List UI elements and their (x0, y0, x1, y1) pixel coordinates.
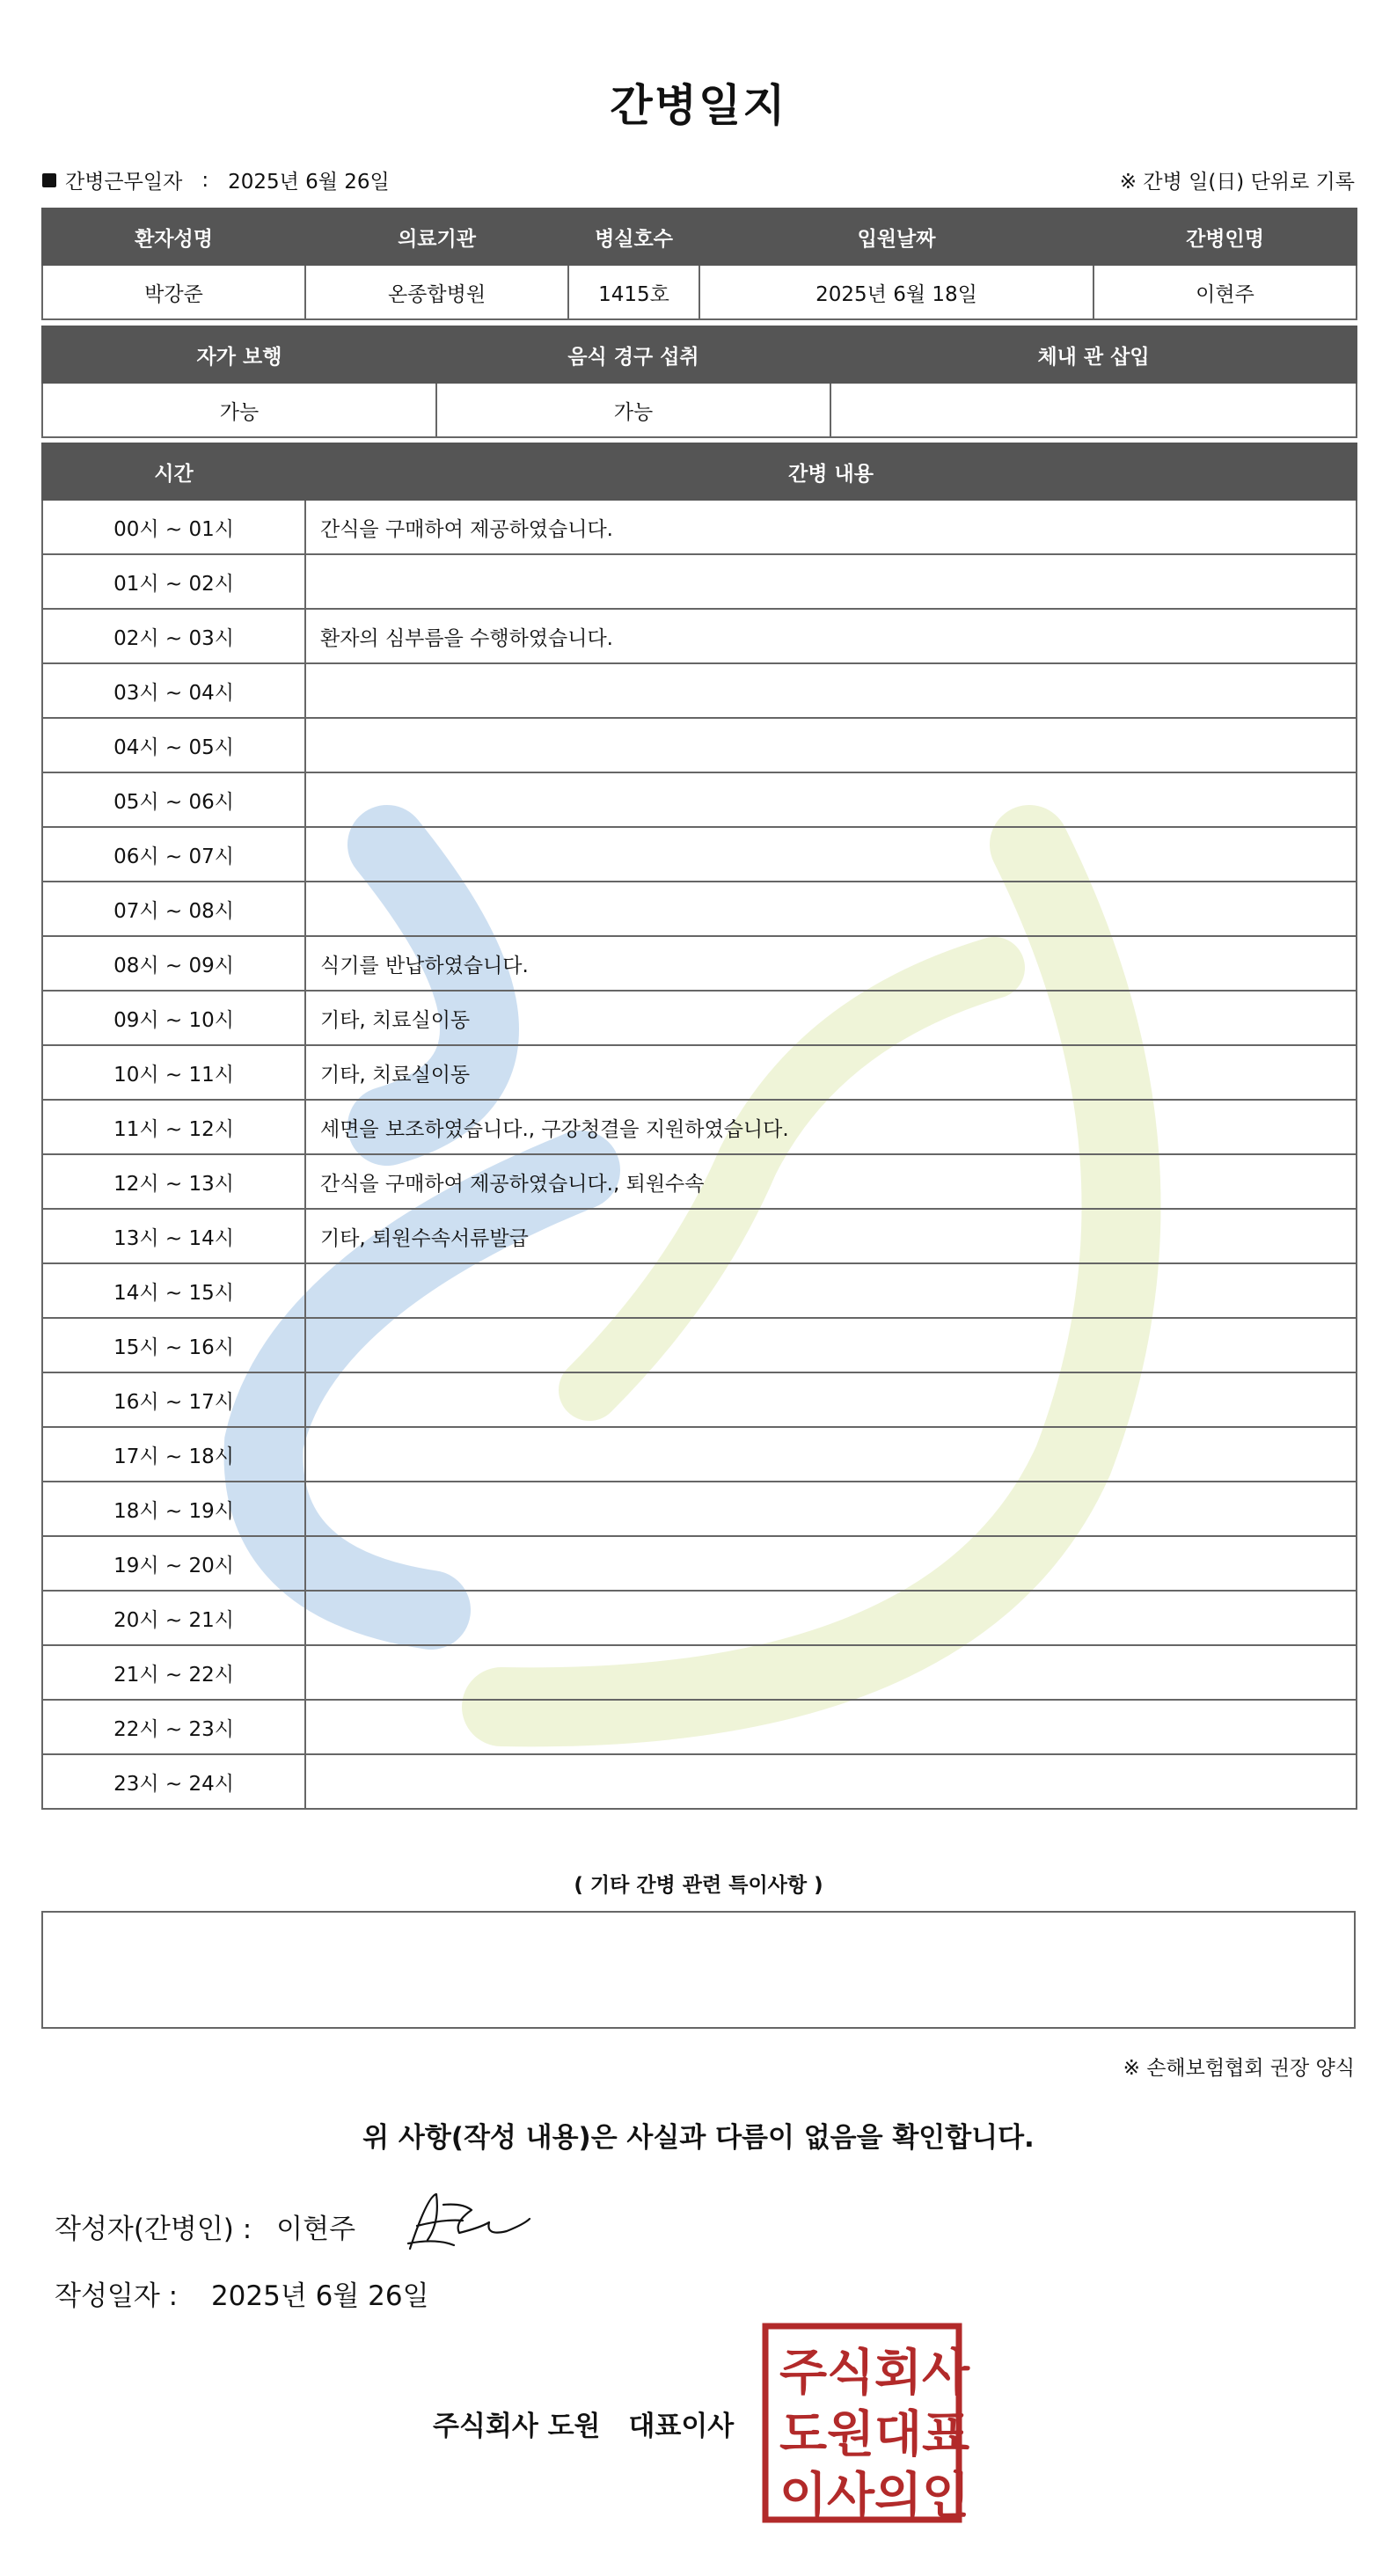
time-cell: 20시 ~ 21시 (42, 1591, 305, 1645)
care-content-cell: 기타, 퇴원수속서류발급 (305, 1209, 1357, 1263)
company-name: 주식회사 도원 (433, 2411, 601, 2442)
time-cell: 07시 ~ 08시 (42, 882, 305, 936)
seal-character: 원 (826, 2406, 875, 2463)
table-row (42, 1536, 1357, 1591)
table-row (42, 1482, 1357, 1536)
care-content-cell (305, 772, 1357, 827)
table-row (42, 936, 1357, 991)
header-room: 병실호수 (568, 209, 699, 265)
seal-character: 도 (779, 2406, 828, 2463)
time-cell: 01시 ~ 02시 (42, 554, 305, 609)
written-date-label: 작성일자 : (55, 2280, 179, 2312)
signature-icon (401, 2187, 533, 2258)
table-row (42, 1645, 1357, 1700)
admission-date: 2025년 6월 18일 (699, 265, 1093, 319)
bullet-square-icon (42, 173, 56, 187)
care-content-cell: 간식을 구매하여 제공하였습니다., 퇴원수속 (305, 1154, 1357, 1209)
page-title: 간병일지 (610, 80, 787, 131)
header-hospital: 의료기관 (305, 209, 568, 265)
oral-intake-value: 가능 (436, 383, 830, 437)
care-content-cell: 기타, 치료실이동 (305, 1045, 1357, 1100)
seal-character: 식 (826, 2345, 875, 2402)
care-log-table (41, 443, 1357, 1810)
table-row (42, 1100, 1357, 1154)
table-row (42, 1372, 1357, 1427)
header-oral-intake: 음식 경구 섭취 (436, 326, 830, 383)
room-number: 1415호 (568, 265, 699, 319)
header-admission-date: 입원날짜 (699, 209, 1093, 265)
care-content-cell: 기타, 치료실이동 (305, 991, 1357, 1045)
time-cell: 15시 ~ 16시 (42, 1318, 305, 1372)
writer-row (55, 2206, 355, 2246)
table-row (42, 554, 1357, 609)
company-signature-row (433, 2404, 734, 2443)
time-cell: 00시 ~ 01시 (42, 500, 305, 554)
header-tube-insertion: 체내 관 삽입 (830, 326, 1357, 383)
table-row (42, 500, 1357, 554)
company-rep-title: 대표이사 (628, 2411, 735, 2442)
table-row (42, 1209, 1357, 1263)
time-cell: 16시 ~ 17시 (42, 1372, 305, 1427)
tube-insertion-value (830, 383, 1357, 437)
table-row (42, 663, 1357, 718)
care-content-cell: 환자의 심부름을 수행하였습니다. (305, 609, 1357, 663)
table-row (42, 609, 1357, 663)
care-content-cell: 세면을 보조하였습니다., 구강청결을 지원하였습니다. (305, 1100, 1357, 1154)
work-date-row (42, 165, 390, 194)
writer-label: 작성자(간병인) : (55, 2214, 252, 2245)
time-cell: 02시 ~ 03시 (42, 609, 305, 663)
seal-character: 회 (874, 2345, 923, 2402)
time-cell: 13시 ~ 14시 (42, 1209, 305, 1263)
confirmation-statement: 위 사항(작성 내용)은 사실과 다름이 없음을 확인합니다. (362, 2122, 1035, 2154)
seal-character: 대 (874, 2406, 923, 2463)
recommended-form-note: ※ 손해보험협회 권장 양식 (1123, 2057, 1355, 2080)
work-date-colon: : (201, 168, 209, 192)
time-cell: 21시 ~ 22시 (42, 1645, 305, 1700)
table-row (42, 1154, 1357, 1209)
table-row (42, 1700, 1357, 1754)
table-row (42, 1591, 1357, 1645)
time-cell: 03시 ~ 04시 (42, 663, 305, 718)
time-cell: 22시 ~ 23시 (42, 1700, 305, 1754)
table-row (42, 772, 1357, 827)
care-content-cell (305, 663, 1357, 718)
table-row (42, 1318, 1357, 1372)
header-care-content: 간병 내용 (305, 443, 1357, 500)
caregiver-name: 이현주 (1093, 265, 1357, 319)
time-cell: 18시 ~ 19시 (42, 1482, 305, 1536)
hospital-name: 온종합병원 (305, 265, 568, 319)
time-cell: 09시 ~ 10시 (42, 991, 305, 1045)
time-cell: 14시 ~ 15시 (42, 1263, 305, 1318)
table-row (42, 882, 1357, 936)
time-cell: 06시 ~ 07시 (42, 827, 305, 882)
work-date-label: 간병근무일자 (65, 171, 183, 194)
time-cell: 12시 ~ 13시 (42, 1154, 305, 1209)
care-content-cell: 간식을 구매하여 제공하였습니다. (305, 500, 1357, 554)
time-cell: 05시 ~ 06시 (42, 772, 305, 827)
care-content-cell (305, 1591, 1357, 1645)
time-cell: 17시 ~ 18시 (42, 1427, 305, 1482)
table-row (42, 1754, 1357, 1809)
time-cell: 11시 ~ 12시 (42, 1100, 305, 1154)
header-caregiver-name: 간병인명 (1093, 209, 1357, 265)
care-content-cell (305, 1427, 1357, 1482)
seal-character: 표 (921, 2406, 970, 2463)
work-date-value: 2025년 6월 26일 (228, 171, 390, 194)
header-patient-name: 환자성명 (42, 209, 305, 265)
time-cell: 10시 ~ 11시 (42, 1045, 305, 1100)
care-content-cell (305, 1482, 1357, 1536)
table-row (42, 718, 1357, 772)
time-cell: 23시 ~ 24시 (42, 1754, 305, 1809)
table-row (42, 1263, 1357, 1318)
time-cell: 04시 ~ 05시 (42, 718, 305, 772)
special-notes-title: ( 기타 간병 관련 특이사항 ) (574, 1874, 823, 1897)
seal-character: 주 (779, 2345, 828, 2402)
care-content-cell (305, 1372, 1357, 1427)
care-content-cell (305, 827, 1357, 882)
table-row (42, 827, 1357, 882)
care-content-cell (305, 1263, 1357, 1318)
care-content-cell (305, 554, 1357, 609)
seal-character: 인 (921, 2468, 970, 2525)
header-time: 시간 (42, 443, 305, 500)
care-content-cell (305, 882, 1357, 936)
patient-info-table (41, 208, 1357, 320)
written-date-row (55, 2273, 429, 2313)
header-self-walking: 자가 보행 (42, 326, 436, 383)
patient-status-table (41, 326, 1357, 438)
seal-character: 사 (921, 2345, 970, 2402)
seal-character: 의 (874, 2468, 923, 2525)
seal-character: 사 (826, 2468, 875, 2525)
table-row (42, 1045, 1357, 1100)
special-notes-box (41, 1911, 1356, 2029)
care-content-cell (305, 1700, 1357, 1754)
company-seal-icon (762, 2323, 970, 2525)
table-row (42, 991, 1357, 1045)
care-content-cell (305, 1318, 1357, 1372)
care-content-cell (305, 1754, 1357, 1809)
care-content-cell (305, 718, 1357, 772)
record-unit-note: ※ 간병 일(日) 단위로 기록 (1119, 171, 1355, 194)
written-date-value: 2025년 6월 26일 (210, 2280, 429, 2312)
time-cell: 08시 ~ 09시 (42, 936, 305, 991)
care-content-cell (305, 1645, 1357, 1700)
writer-name: 이현주 (276, 2214, 356, 2245)
self-walking-value: 가능 (42, 383, 436, 437)
patient-name: 박강준 (42, 265, 305, 319)
care-content-cell: 식기를 반납하였습니다. (305, 936, 1357, 991)
seal-character: 이 (779, 2468, 828, 2525)
table-row (42, 1427, 1357, 1482)
care-content-cell (305, 1536, 1357, 1591)
time-cell: 19시 ~ 20시 (42, 1536, 305, 1591)
